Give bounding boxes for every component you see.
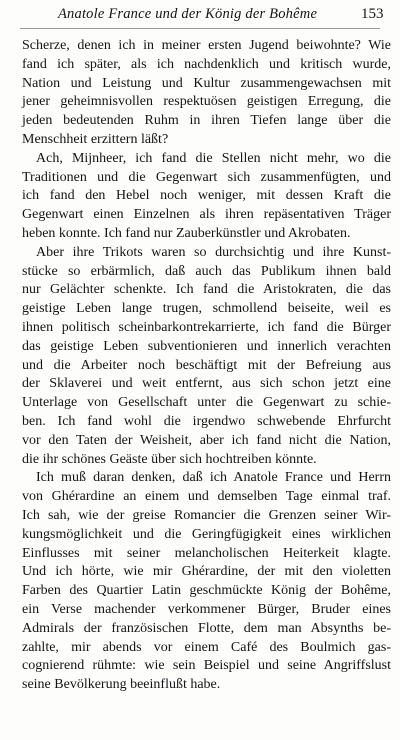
text-line: fand ich später, als ich nachdenklich und kritisch wurde, [22, 56, 391, 72]
text-line: Gegenwart einen Einzelnen als ihren repäsentativen Träger [22, 207, 391, 223]
text-line: vor den Taten der Weisheit, aber ich fand nicht die Nation, [22, 432, 391, 448]
header-rule [20, 28, 380, 29]
paragraph-start-line: Aber ihre Trikots waren so durchsichtig und ihre Kunst- [36, 244, 391, 260]
text-line: Ich sah, wie der greise Romancier die Grenzen seiner Wir- [22, 507, 391, 523]
body-text [22, 37, 391, 695]
text-line: Unterlage von Gesellschaft unter die Gegenwart zu schie- [22, 395, 391, 411]
text-line: Und ich hörte, wie mir Ghérardine, der mit den violetten [22, 564, 391, 580]
text-line: das geistige Leben subventionieren und innerlich verachten [22, 338, 391, 354]
paragraph-start-line: Ich muß daran denken, daß ich Anatole France und Herrn [36, 470, 391, 486]
text-line: geistige Leben lange trugen, schmollend beiseite, weil es [22, 301, 391, 317]
text-line: und die Arbeiter noch beschäftigt mit der Befreiung aus [22, 357, 391, 373]
text-line: ihnen politisch scheinbarkontrekarrierte, ich fand die Bürger [22, 319, 391, 335]
text-line: stücke so erbärmlich, daß auch das Publikum ihnen bald [22, 263, 391, 279]
running-head: Anatole France und der König der Bohême [58, 6, 318, 22]
text-line: jener geheimnisvollen respektuösen geistigen Erregung, die [22, 94, 391, 110]
text-line: Einflusses mit seiner melancholischen Heiterkeit klagte. [22, 545, 391, 561]
text-line: der Sklaverei und weit entfernt, aus sich schon jetzt eine [22, 376, 391, 392]
text-line: kungsmöglichkeit und die Geringfügigkeit eines wirklichen [22, 526, 391, 542]
page-number: 153 [361, 6, 384, 22]
text-line: von Ghérardine an einem und demselben Tage einmal traf. [22, 489, 391, 505]
text-line: ich fand den Hebel noch weniger, mit dessen Kraft die [22, 188, 391, 204]
text-line: ben. Ich fand wohl die irgendwo schwebende Ehrfurcht [22, 413, 391, 429]
text-line: seine Bevölkerung beeinflußt habe. [22, 677, 221, 693]
text-line: Scherze, denen ich in meiner ersten Jugend beiwohnte? Wie [22, 38, 391, 53]
text-line: zahlte, mir abends vor einem Café des Boulmich gas- [22, 639, 391, 655]
text-line: Menschheit erzittern läßt? [22, 131, 169, 147]
text-line: nur Gelächter schenkte. Ich fand die Aristokraten, die das [22, 282, 391, 298]
text-line: cognierend rühmte: wie sein Beispiel und seine Angriffslust [22, 658, 391, 674]
text-line: jeden bedeutenden Ruhm in ihren Tiefen lange über die [22, 113, 391, 129]
text-line: heben konnte. Ich fand nur Zauberkünstler und Akrobaten. [22, 225, 351, 241]
text-line: die ihr schönes Geäste über sich hochtreiben könnte. [22, 451, 317, 467]
paragraph-start-line: Ach, Mijnheer, ich fand die Stellen nicht mehr, wo die [36, 150, 391, 166]
text-line: Admirals der französischen Flotte, dem man Absynths be- [22, 620, 391, 636]
text-line: Farben des Quartier Latin geschmückte König der Bohême, [22, 583, 391, 599]
text-line: ein Verse machender verkommener Bürger, Bruder eines [22, 601, 391, 617]
text-line: Nation und Leistung und Kultur zusammengewachsen mit [22, 75, 391, 91]
text-line: Traditionen und die Gegenwart sich zusammenfügten, und [22, 169, 391, 185]
